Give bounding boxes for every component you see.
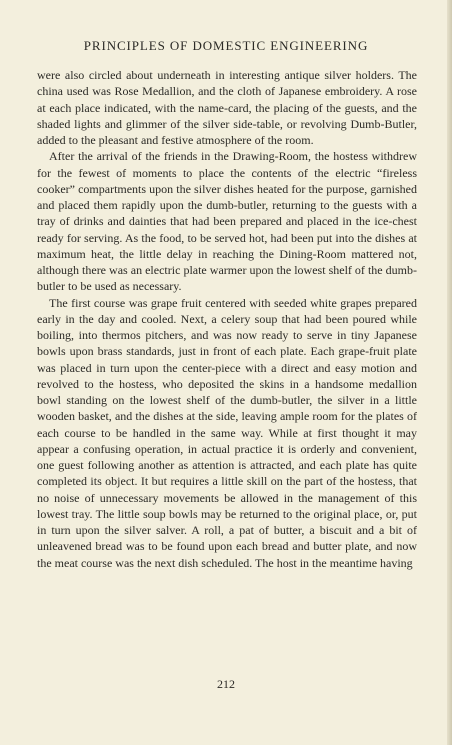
page-number: 212	[217, 677, 235, 691]
running-head: PRINCIPLES OF DOMESTIC ENGINEERING	[83, 38, 369, 53]
paragraph-1: were also circled about underneath in interesting antique silver holders. The china used was Rose Medallion, and the cloth of Japanese embroidery. A rose at each place indicated, with the name-card, the placing of the guests, and the shaded lights and glimmer of the silver side-table, or revolving Dumb-Butler, added to the pleasant and festive atmosphere of the room.	[37, 68, 417, 147]
paragraph-3: The first course was grape fruit centered with seeded white grapes prepared early in the day and cooled. Next, a celery soup that had been poured while boiling, into thermos pitchers, and was now ready to serve in tiny Japanese bowls upon brass standards, just in front of each plate. Each grape-fruit plate was placed in turn upon the center-piece with a direct and easy motion and revolved to the hostess, who deposited the skins in a handsome medallion bowl standing on the lowest shelf of the dumb-butler, the silver in a little wooden basket, and the dishes at the side, leaving ample room for the plates of each course to be handled in the same way. While at first thought it may appear a confusing operation, in actual practice it is orderly and convenient, one guest following another as attention is attracted, and each plate has quite completed its object. It but requires a little skill on the part of the hostess, that no noise of unnecessary movements be allowed in the management of this lowest tray. The little soup bowls may be returned to the original place, or, put in turn upon the silver salver. A roll, a pat of butter, a biscuit and a bit of unleavened bread was to be found upon each bread and butter plate, and now the meat course was the next dish scheduled. The host in the meantime having	[37, 295, 417, 570]
page-edge	[447, 0, 452, 745]
body-text	[37, 67, 417, 571]
paragraph-2: After the arrival of the friends in the Drawing-Room, the hostess withdrew for the fewest of moments to place the contents of the electric “fireless cooker” compartments upon the silver dishes heated for the purpose, garnished and placed them rapidly upon the dumb-butler, returning to the guests with a tray of drinks and dainties that had been prepared and placed in the ice-chest ready for serving. As the food, to be served hot, had been put into the dishes at maximum heat, the little delay in reaching the Dining-Room mattered not, although there was an electric plate warmer upon the lowest shelf of the dumb-butler to be used as necessary.	[37, 149, 417, 294]
